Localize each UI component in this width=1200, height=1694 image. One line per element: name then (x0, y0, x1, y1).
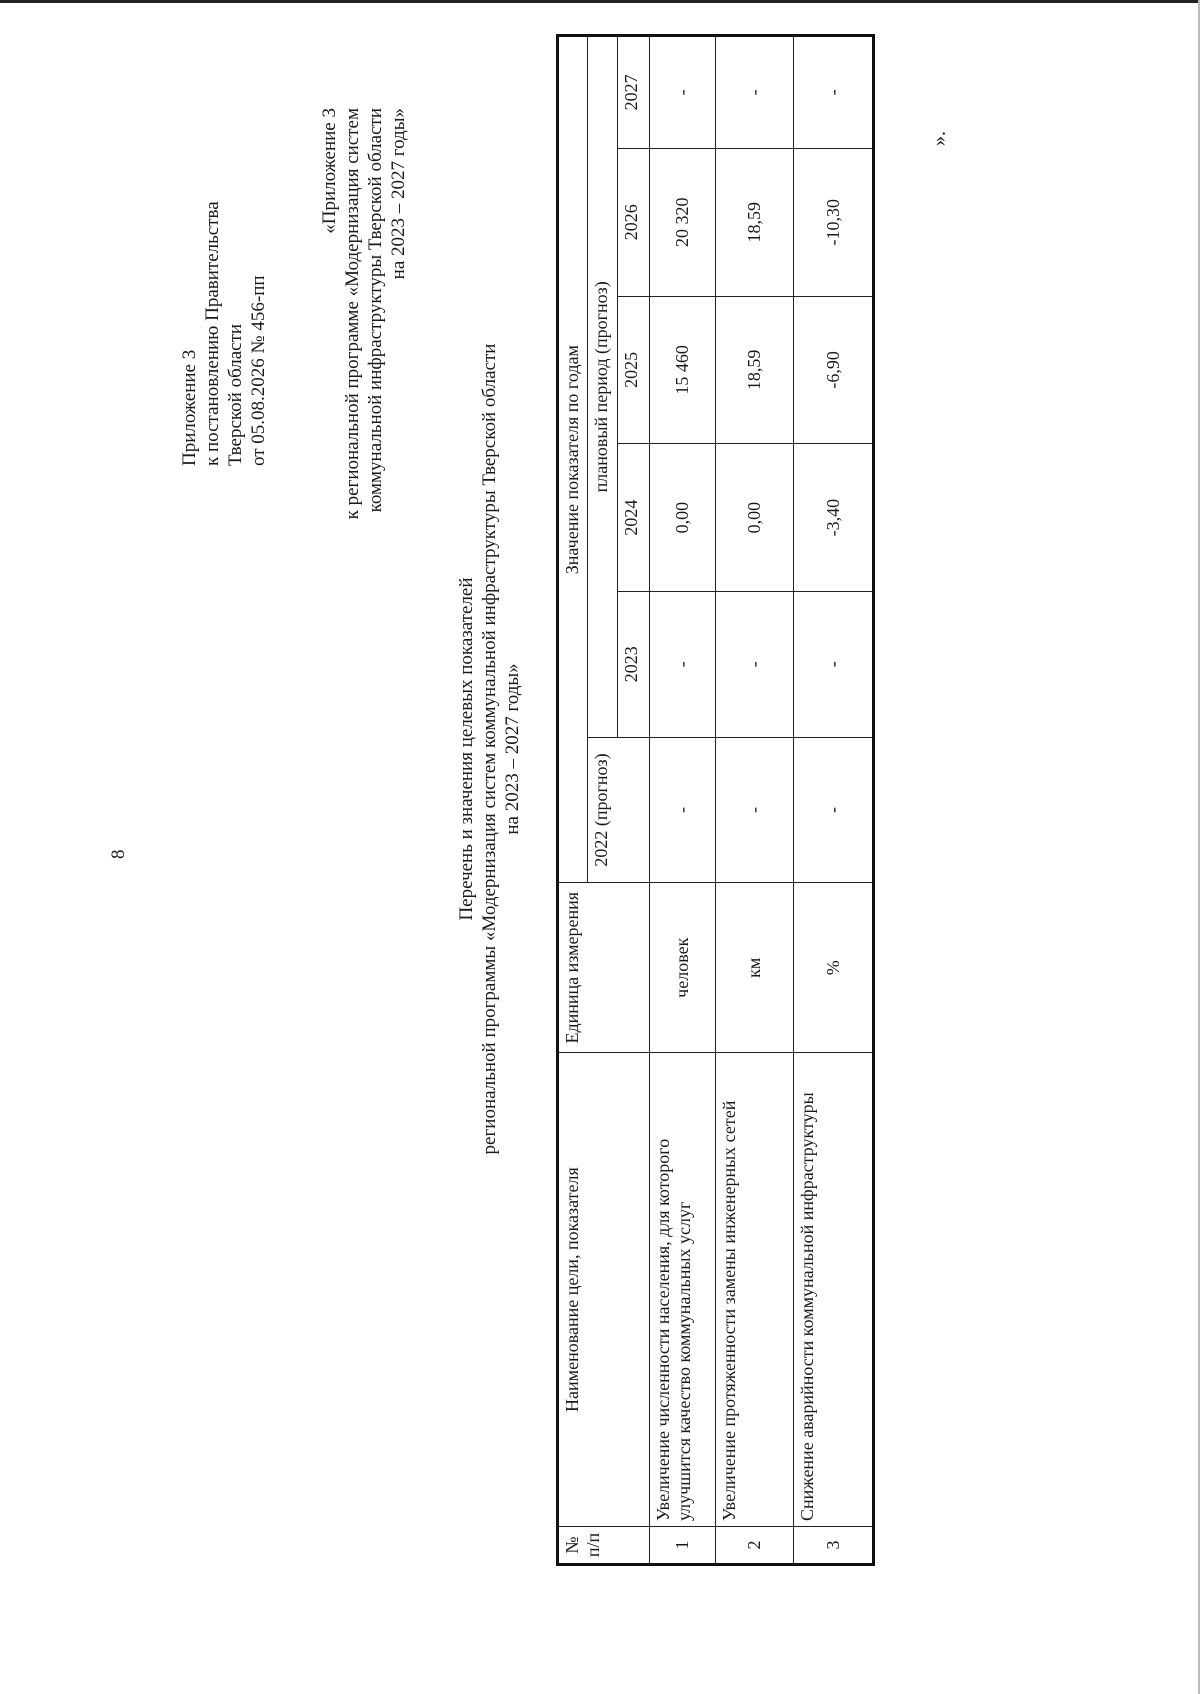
indicators-table (556, 34, 875, 1566)
row-num: 3 (794, 1527, 874, 1565)
row-2024: 0,00 (650, 444, 716, 592)
row-2023: - (794, 591, 874, 737)
row-2026: -10,30 (794, 148, 874, 296)
annex-line: к постановлению Правительства (202, 201, 223, 466)
row-2026: 20 320 (650, 148, 716, 296)
program-annex-line: на 2023 – 2027 годы» (388, 108, 409, 280)
header-2023: 2023 (618, 591, 650, 737)
row-2022: - (716, 737, 794, 883)
row-2024: 0,00 (716, 444, 794, 592)
row-2026: 18,59 (716, 148, 794, 296)
row-name: Снижение аварийности коммунальной инфраструктуры (794, 1053, 874, 1527)
header-unit: Единица измерения (558, 883, 650, 1053)
program-annex-line: к региональной программе «Модернизация систем (342, 108, 363, 520)
header-planning: плановый период (прогноз) (588, 36, 618, 738)
header-2024: 2024 (618, 444, 650, 592)
row-unit: % (794, 883, 874, 1053)
row-num: 2 (716, 1527, 794, 1565)
row-2022: - (794, 737, 874, 883)
page-number: 8 (108, 849, 129, 859)
row-unit: км (716, 883, 794, 1053)
header-2022: 2022 (прогноз) (588, 737, 650, 883)
row-name: Увеличение численности населения, для которого улучшится качество коммунальных услуг (650, 1053, 716, 1527)
annex-line: Тверской области (225, 323, 246, 466)
header-2026: 2026 (618, 148, 650, 296)
row-2027: - (716, 36, 794, 149)
program-annex-line: коммунальной инфраструктуры Тверской области (365, 108, 386, 513)
row-2025: -6,90 (794, 296, 874, 444)
row-name: Увеличение протяженности замены инженерных сетей (716, 1053, 794, 1527)
header-name: Наименование цели, показателя (558, 1053, 650, 1527)
header-num: № п/п (558, 1527, 650, 1565)
annex-line: Приложение 3 (179, 349, 200, 466)
row-2022: - (650, 737, 716, 883)
row-2027: - (650, 36, 716, 149)
closing-quote-mark: ». (928, 131, 950, 146)
header-2027: 2027 (618, 36, 650, 149)
government-decree-annex (178, 201, 270, 466)
row-2023: - (650, 591, 716, 737)
title-line: на 2023 – 2027 годы» (502, 663, 523, 835)
title-line: Перечень и значения целевых показателей (456, 577, 477, 921)
row-2027: - (794, 36, 874, 149)
program-annex-line: «Приложение 3 (319, 108, 340, 234)
row-2023: - (716, 591, 794, 737)
program-annex (318, 108, 410, 628)
row-num: 1 (650, 1527, 716, 1565)
row-2025: 15 460 (650, 296, 716, 444)
table-row (794, 36, 874, 1565)
row-unit: человек (650, 883, 716, 1053)
header-2025: 2025 (618, 296, 650, 444)
header-values-group: Значение показателя по годам (558, 36, 588, 883)
row-2025: 18,59 (716, 296, 794, 444)
document-title (455, 149, 524, 1349)
table-row (650, 36, 716, 1565)
row-2024: -3,40 (794, 444, 874, 592)
table-row (716, 36, 794, 1565)
annex-line: от 05.08.2026 № 456-пп (248, 275, 269, 466)
title-line: региональной программы «Модернизация систем коммунальной инфраструктуры Тверской области (479, 343, 500, 1155)
